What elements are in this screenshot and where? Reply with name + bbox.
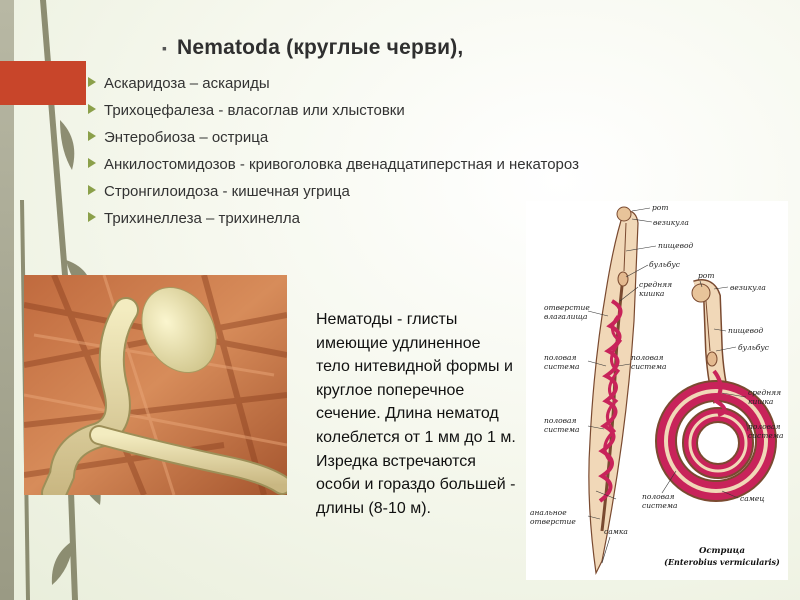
label-genital-3a: половая bbox=[544, 416, 577, 425]
list-item bbox=[88, 101, 668, 120]
label-female: самка bbox=[604, 527, 628, 536]
label-bulbus-male: бульбус bbox=[738, 343, 769, 352]
list-item bbox=[88, 74, 668, 93]
label-midgut-female-2: кишка bbox=[639, 289, 665, 298]
label-midgut-male-1: средняя bbox=[748, 388, 782, 397]
bullet-arrow-icon bbox=[88, 131, 96, 141]
bullet-arrow-icon bbox=[88, 212, 96, 222]
list-item bbox=[88, 155, 668, 174]
label-anus-1: анальное bbox=[530, 508, 567, 517]
label-esophagus-male: пищевод bbox=[728, 326, 764, 335]
nematode-photo bbox=[24, 275, 287, 495]
slide-title: Nematoda (круглые черви), bbox=[176, 36, 464, 59]
bullet-text: Стронгилоидоза - кишечная угрица bbox=[104, 183, 350, 200]
label-vagina-opening-1: отверстие bbox=[544, 303, 590, 312]
bullet-text: Трихинеллеза – трихинелла bbox=[104, 210, 300, 227]
caption-latin: (Enterobius vermicularis) bbox=[664, 557, 780, 567]
bullet-arrow-icon bbox=[88, 77, 96, 87]
bullet-arrow-icon bbox=[88, 185, 96, 195]
bullet-text: Аскаридоза – аскариды bbox=[104, 75, 270, 92]
anatomy-diagram bbox=[526, 201, 788, 580]
label-genital-5b: система bbox=[642, 501, 678, 510]
bullet-text: Трихоцефалеза - власоглав или хлыстовки bbox=[104, 102, 405, 119]
label-vesicle-female: везикула bbox=[653, 218, 689, 227]
label-genital-2b: система bbox=[631, 362, 667, 371]
label-mouth-female: рот bbox=[652, 203, 669, 212]
label-male: самец bbox=[740, 494, 765, 503]
label-genital-4b: система bbox=[748, 431, 784, 440]
bullet-text: Анкилостомидозов - кривоголовка двенадцатиперстная и некатороз bbox=[104, 156, 579, 173]
description-text: Нематоды - глисты имеющие удлиненное тело нитевидной формы и круглое поперечное сечение. Длина нематод колеблется от 1 мм до 1 м. Изредка встречаются особи и гораздо большей - длины (8-10 м). bbox=[316, 311, 516, 517]
label-genital-4a: половая bbox=[748, 422, 781, 431]
label-midgut-male-2: кишка bbox=[748, 397, 774, 406]
label-esophagus-female: пищевод bbox=[658, 241, 694, 250]
label-midgut-female-1: средняя bbox=[639, 280, 673, 289]
label-mouth-male: рот bbox=[698, 271, 715, 280]
accent-tab bbox=[0, 61, 86, 105]
title-row bbox=[162, 36, 463, 60]
label-genital-1b: система bbox=[544, 362, 580, 371]
label-bulbus-female: бульбус bbox=[649, 260, 680, 269]
label-anus-2: отверстие bbox=[530, 517, 576, 526]
label-genital-3b: система bbox=[544, 425, 580, 434]
caption-title: Острица bbox=[698, 546, 746, 556]
list-item bbox=[88, 182, 668, 201]
label-vagina-opening-2: влагалища bbox=[544, 312, 588, 321]
label-vesicle-male: везикула bbox=[730, 283, 766, 292]
bullet-text: Энтеробиоза – острица bbox=[104, 129, 269, 146]
title-bullet-icon: ▪ bbox=[162, 40, 167, 56]
label-genital-1a: половая bbox=[544, 353, 577, 362]
bullet-arrow-icon bbox=[88, 158, 96, 168]
bullet-arrow-icon bbox=[88, 104, 96, 114]
list-item bbox=[88, 128, 668, 147]
label-genital-2a: половая bbox=[631, 353, 664, 362]
label-genital-5a: половая bbox=[642, 492, 675, 501]
